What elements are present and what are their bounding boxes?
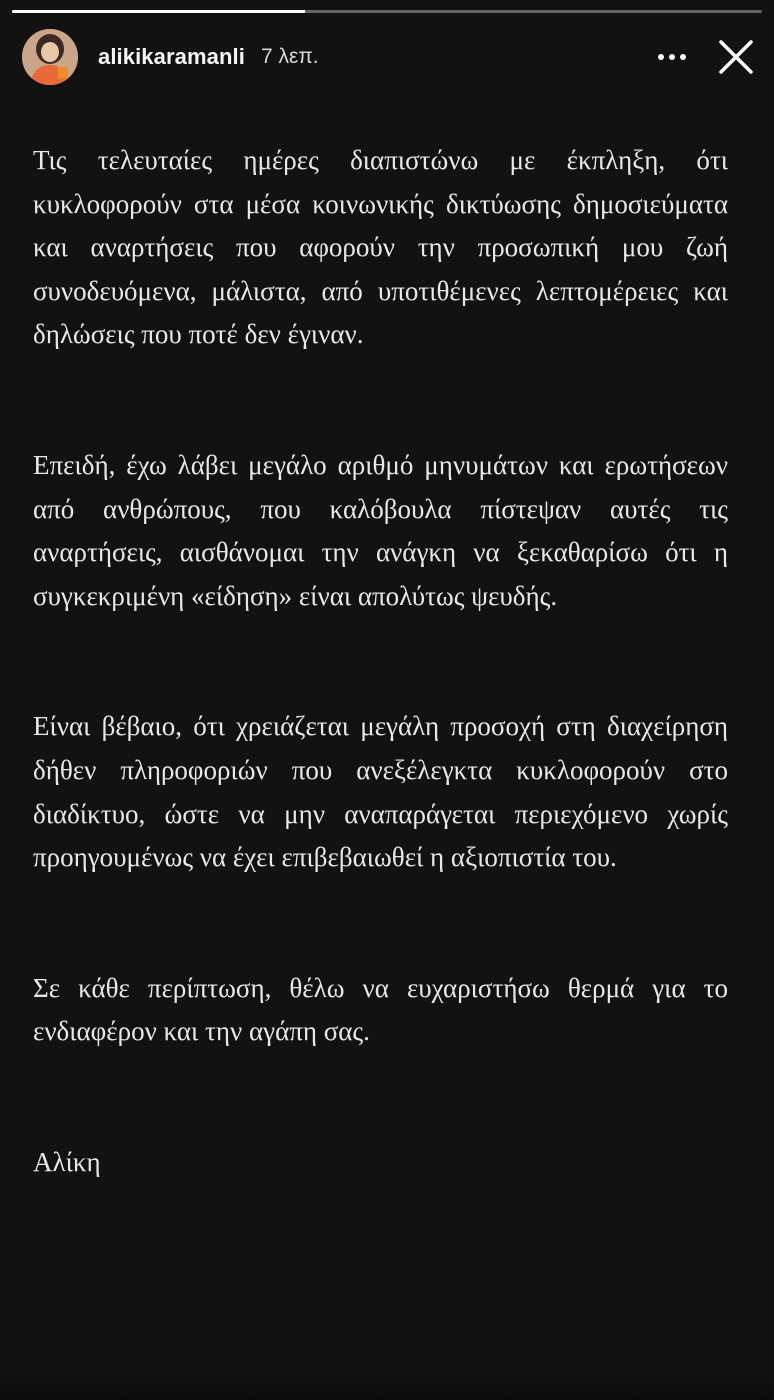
paragraph-4: Σε κάθε περίπτωση, θέλω να ευχαριστήσω θερμά για το ενδιαφέρον και την αγάπη σας. — [33, 972, 728, 1047]
username[interactable]: alikikaramanli — [98, 44, 245, 69]
more-options-button[interactable] — [654, 39, 690, 75]
close-button[interactable] — [716, 37, 756, 77]
bottom-fade — [0, 1370, 774, 1400]
paragraph-2: Επειδή, έχω λάβει μεγάλο αριθμό μηνυμάτων και ερωτήσεων από ανθρώπους, που καλόβουλα πίστεψαν αυτές τις αναρτήσεις, αισθάνομαι την ανάγκη να ξεκαθαρίσω ότι η συγκεκριμένη «είδηση» είναι απολύτως ψευδής. — [33, 449, 728, 611]
story-progress-fill — [12, 10, 305, 13]
profile-photo-icon — [22, 29, 78, 85]
post-time: 7 λεπ. — [260, 45, 319, 68]
avatar[interactable] — [22, 29, 78, 85]
signature: Αλίκη — [33, 1146, 101, 1177]
more-horizontal-icon — [657, 53, 687, 61]
paragraph-1: Τις τελευταίες ημέρες διαπιστώνω με έκπληξη, ότι κυκλοφορούν στα μέσα κοινωνικής δικτύωσης δημοσιεύματα και αναρτήσεις που αφορούν την προσωπική μου ζωή συνοδευόμενα, μάλιστα, από υποτιθέμενες λεπτομέρειες και δηλώσεις που ποτέ δεν έγιναν. — [33, 145, 728, 350]
paragraph-3: Είναι βέβαιο, ότι χρειάζεται μεγάλη προσοχή στη διαχείρηση δήθεν πληροφοριών που ανεξέλεγκτα κυκλοφορούν στο διαδίκτυο, ώστε να μην αναπαράγεται περιεχόμενο χωρίς προηγουμένως να έχει επιβεβαιωθεί η αξιοπιστία του. — [33, 711, 728, 873]
close-icon — [718, 39, 754, 75]
story-progress-bar — [12, 10, 762, 13]
story-header — [22, 28, 756, 86]
story-text-content — [33, 139, 728, 1185]
